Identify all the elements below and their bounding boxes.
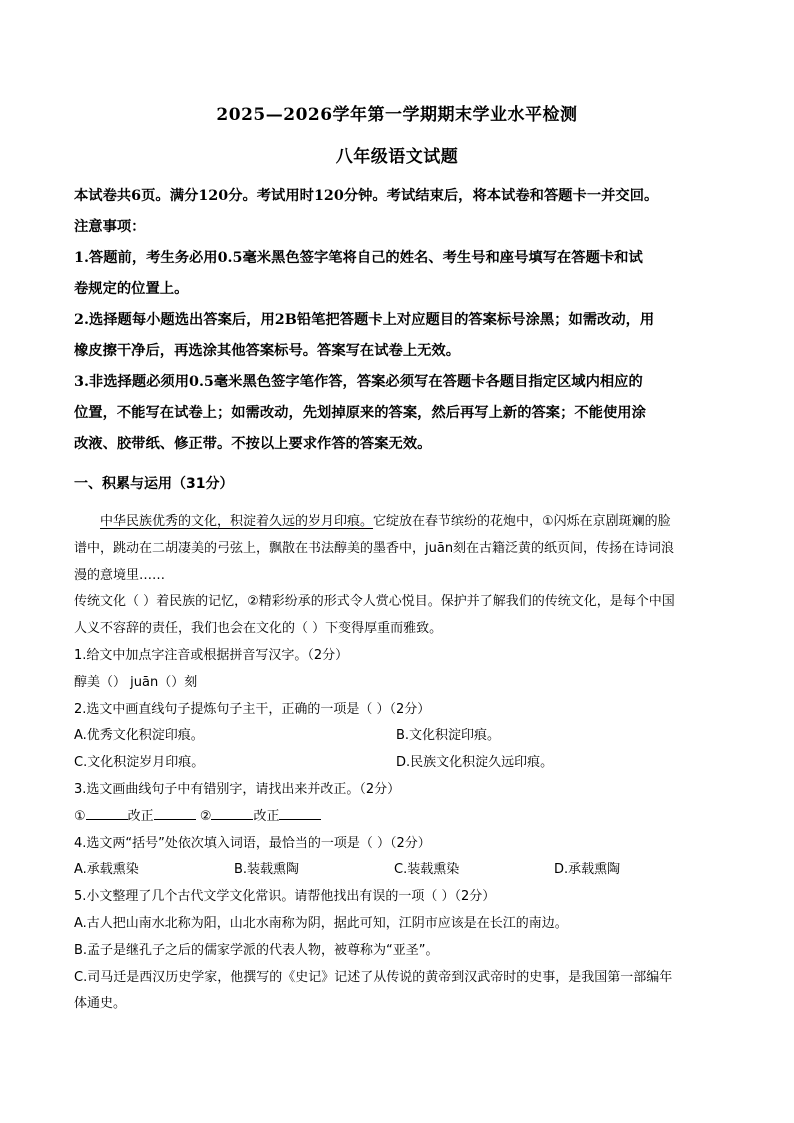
notice-line: 橡皮擦干净后，再选涂其他答案标号。答案写在试卷上无效。 [74,343,461,359]
option-a: A.古人把山南水北称为阳，山北水南称为阴，据此可知，江阴市应该是在长江的南边。 [74,915,568,931]
passage-line [74,509,724,536]
option-c: C.装载熏染 [394,862,460,878]
passage-line: 谱中，跳动在二胡凄美的弓弦上，飘散在书法醇美的墨香中，juān刻在古籍泛黄的纸页间，传扬在诗词浪 [74,540,675,556]
option-c: C.文化积淀岁月印痕。 [74,755,205,771]
marker-2: ② [199,808,212,824]
option-a: A.承载熏染 [74,862,139,878]
option-a: A.优秀文化积淀印痕。 [74,728,204,744]
question-2-options-row [74,723,724,750]
passage-line: 传统文化（ ）着民族的记忆，②精彩纷承的形式令人赏心悦目。保护并了解我们的传统文化，是每个中国 [74,594,675,610]
answer-blank[interactable] [154,805,196,820]
question-1-answer: 醇美（） juān（）刻 [74,674,198,690]
option-c-continued: 体通史。 [74,996,127,1012]
answer-blank[interactable] [279,805,321,820]
section-body [74,509,724,1018]
question-5: 5.小文整理了几个古代文学文化常识。请帮他找出有误的一项（ ）（2分） [74,889,496,905]
notice-heading: 注意事项： [74,219,146,235]
exam-subtitle: 八年级语文试题 [335,147,459,167]
answer-blank[interactable] [211,805,253,820]
notice-line: 1.答题前，考生务必用0.5毫米黑色签字笔将自己的姓名、考生号和座号填写在答题卡和试 [74,250,643,266]
notice-line: 改液、胶带纸、修正带。不按以上要求作答的答案无效。 [74,436,432,452]
passage-line: 漫的意境里…… [74,567,166,583]
option-d: D.承载熏陶 [554,862,621,878]
question-3-answer-line [74,804,724,831]
question-2: 2.选文中画直线句子提炼句子主干，正确的一项是（ ）（2分） [74,701,431,717]
fix-label: 改正 [127,808,154,824]
question-1: 1.给文中加点字注音或根据拼音写汉字。（2分） [74,647,349,663]
question-4: 4.选文两“括号”处依次填入词语，最恰当的一项是（ ）（2分） [74,835,431,851]
question-4-options-row [74,857,724,884]
notice-line: 3.非选择题必须用0.5毫米黑色签字笔作答，答案必须写在答题卡各题目指定区域内相应的 [74,374,643,390]
question-2-options-row [74,750,724,777]
passage-text: 它绽放在春节缤纷的花炮中，①闪烁在京剧斑斓的脸 [373,514,671,529]
answer-blank[interactable] [86,805,128,820]
marker-1: ① [74,808,86,824]
passage-line: 人义不容辞的责任，我们也会在文化的（ ）下变得厚重而雅致。 [74,621,443,637]
option-d: D.民族文化积淀久远印痕。 [396,755,554,771]
fix-label: 改正 [253,808,280,824]
option-b: B.文化积淀印痕。 [396,728,501,744]
notice-line: 位置，不能写在试卷上；如需改动，先划掉原来的答案，然后再写上新的答案；不能使用涂 [74,405,646,421]
section-heading: 一、积累与运用（31分） [74,476,234,492]
option-b: B.孟子是继孔子之后的儒家学派的代表人物，被尊称为“亚圣”。 [74,942,439,958]
exam-title: 2025—2026学年第一学期期末学业水平检测 [216,105,578,125]
notice-block [74,181,734,460]
question-3: 3.选文画曲线句子中有错别字，请找出来并改正。（2分） [74,781,401,797]
option-b: B.装载熏陶 [234,862,300,878]
underlined-sentence: 中华民族优秀的文化，积淀着久远的岁月印痕。 [100,514,374,529]
notice-line: 卷规定的位置上。 [74,281,189,297]
notice-line: 本试卷共6页。满分120分。考试用时120分钟。考试结束后，将本试卷和答题卡一并交回。 [74,188,659,204]
option-c: C.司马迁是西汉历史学家，他撰写的《史记》记述了从传说的黄帝到汉武帝时的史事，是我国第一部编年 [74,969,673,985]
notice-line: 2.选择题每小题选出答案后，用2B铅笔把答题卡上对应题目的答案标号涂黑；如需改动，用 [74,312,655,328]
